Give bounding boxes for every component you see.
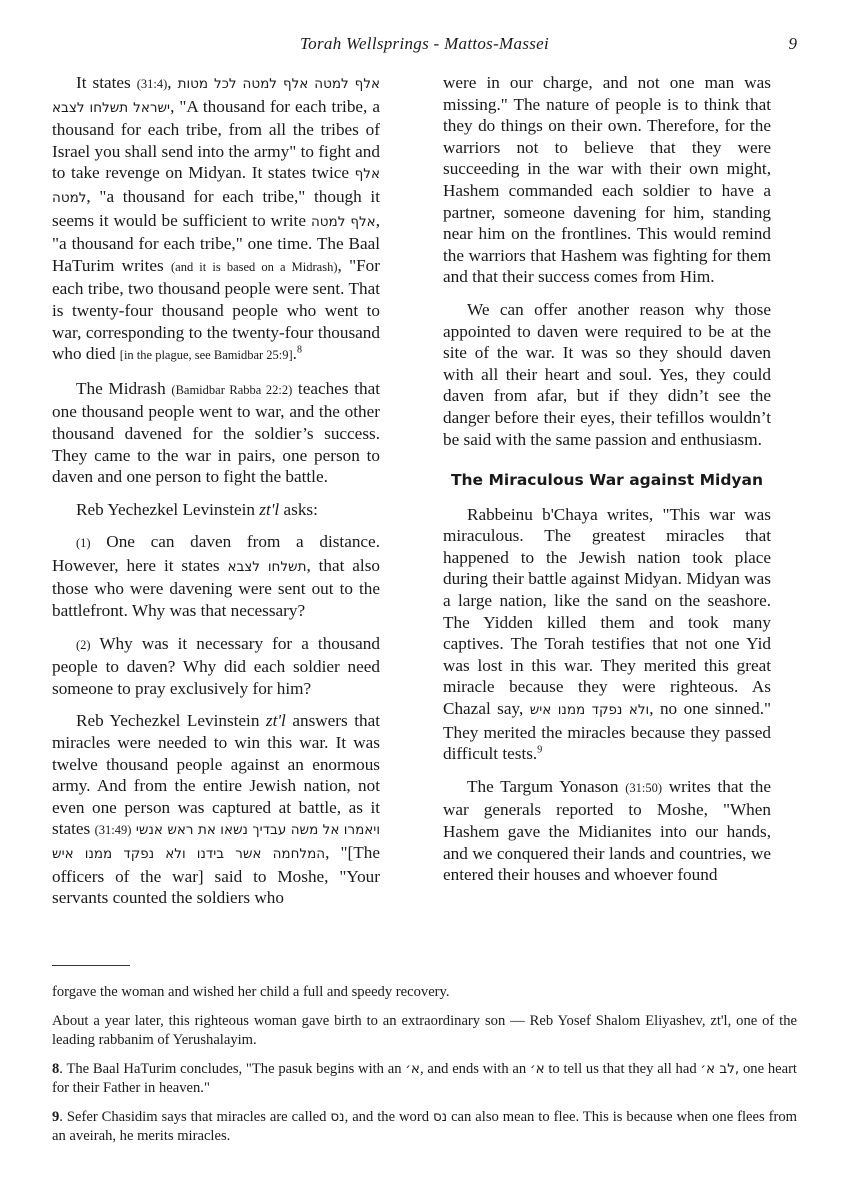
footnote-continuation: About a year later, this righteous woman gave birth to an extraordinary son — Reb Yosef Shalom Eliyashev, zt'l, one of the leading rabbanim of Yerushalayim. [52,1013,797,1048]
right-column [443,72,771,897]
hebrew-quote: אלף למטה אלף למטה לכל מטות ישראל תשלחו לצבא [52,76,381,116]
running-title: Torah Wellsprings - Mattos-Massei [299,34,550,53]
paragraph: were in our charge, and not one man was missing." The nature of people is to think that they do things on their own. Therefore, for the warriors not to believe that they were succeeding in the war with their own might, Hashem commanded each soldier to have a partner, someone davening for him, standing near him on the frontlines. This would remind the warriors that Hashem was fighting for them and that their success comes from Him. [443,73,771,287]
page-number: 9 [788,34,797,53]
section-heading: The Miraculous War against Midyan [450,471,764,490]
footnote-ref-8: 8 [296,344,302,356]
paragraph: It states (31:4), אלף למטה אלף למטה לכל מטות ישראל תשלחו לצבא, "A thousand for each tribe, a thousand for each tribe, from all the tribes of Israel you shall send into the army" to fight and to take revenge on Midyan. It states twice אלף למטה, "a thousand for each tribe," though it seems it would be sufficient to write אלף למטה, "a thousand for each tribe," one time. The Baal HaTurim writes (and it is based on a Midrash), "For each tribe, two thousand people were sent. That is twenty-four thousand people who went to war, corresponding to the twenty-four thousand who died [in the plague, see Bamidbar 25:9].$^8$ [52,73,381,364]
question-2: (2) Why was it necessary for a thousand people to daven? Why did each soldier need someone to pray exclusively for him? [52,633,380,698]
footnotes [52,983,797,1156]
footnote-8: 8. The Baal HaTurim concludes, "The pasuk begins with an א׳, and ends with an א׳ to tell us that they all had לב א׳, one heart for their Father in heaven." [52,1061,797,1096]
paragraph: The Targum Yonason (31:50) writes that the war generals reported to Moshe, "When Hashem gave the Midianites into our hands, and we conquered their lands and countries, we entered their houses and whoever found [443,776,771,885]
paragraph: We can offer another reason why those appointed to daven were required to be at the site of the war. It was so they should daven with all their heart and soul. Yes, they could daven from afar, but if they didn’t see the danger before their eyes, their tefillos wouldn’t be said with the same passion and enthusiasm. [443,299,771,449]
question-1: (1) One can daven from a distance. However, here it states תשלחו לצבא, that also those who were davening were sent out to the battlefront. Why was that necessary? [52,532,380,621]
running-header [0,34,849,58]
paragraph: Reb Yechezkel Levinstein zt'l asks: [76,499,318,519]
paragraph: Reb Yechezkel Levinstein zt'l answers that miracles were needed to win this war. It was twelve thousand people against an enormous army. And from the entire Jewish nation, not even one person was captured at battle, as it states (31:49) ויאמרו אל משה עבדיך נשאו את ראש אנשי המלחמה אשר בידנו ולא נפקד ממנו איש, "[The officers of the war] said to Moshe, "Your servants counted the soldiers who [52,711,380,908]
paragraph: The Midrash (Bamidbar Rabba 22:2) teaches that one thousand people went to war, and the other thousand davened for the soldier’s success. They came to the war in pairs, one person to daven and one person to fight the battle. [52,378,380,487]
footnote-divider [52,965,130,966]
left-column [52,72,380,920]
paragraph: Rabbeinu b'Chaya writes, "This war was miraculous. The greatest miracles that happened to the Jewish nation took place during their battle against Midyan. Midyan was a large nation, like the sand on the seashore. The Yidden killed them and took many captives. The Torah testifies that not one Yid was lost in this war. They merited this great miracle because they were righteous. As Chazal say, ולא נפקד ממנו איש, no one sinned." They merited the miracles because they passed difficult tests.$^9$ [443,504,772,764]
footnote-ref-9: 9 [537,744,543,756]
footnote-continuation: forgave the woman and wished her child a full and speedy recovery. [52,984,450,1000]
footnote-9: 9. Sefer Chasidim says that miracles are called נס, and the word נס can also mean to flee. This is because when one flees from an aveirah, he merits miracles. [52,1109,797,1144]
